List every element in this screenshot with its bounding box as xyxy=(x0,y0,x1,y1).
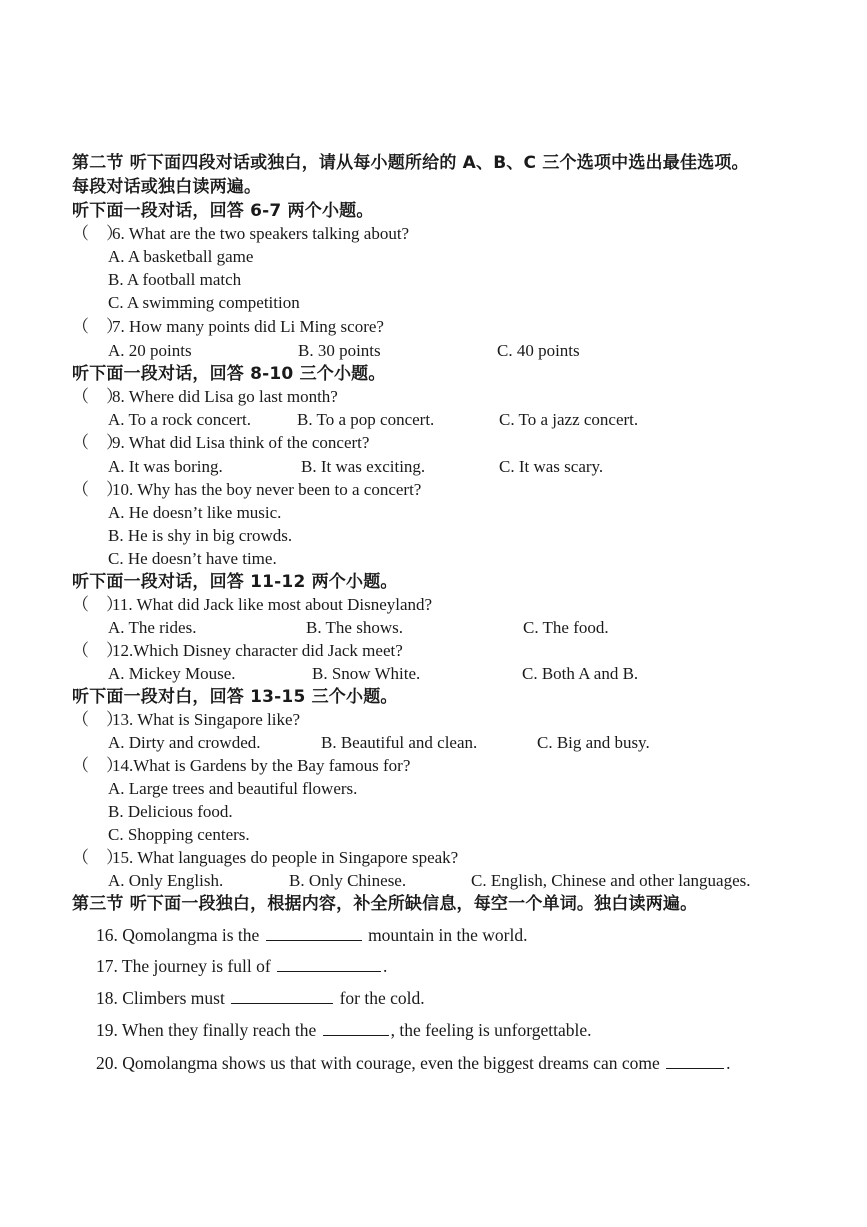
answer-paren-9[interactable]: （ ） xyxy=(72,433,123,452)
q10-option-c: C. He doesn’t have time. xyxy=(108,549,277,568)
q8-option-a: A. To a rock concert. xyxy=(108,410,251,429)
section3-title: 第三节 听下面一段独白，根据内容，补全所缺信息，每空一个单词。独白读两遍。 xyxy=(72,894,698,914)
question-8 xyxy=(72,386,338,408)
q13-option-c: C. Big and busy. xyxy=(537,733,650,752)
answer-paren-15[interactable]: （ ） xyxy=(72,848,123,867)
fill-16-after: mountain in the world. xyxy=(368,925,528,945)
question-12 xyxy=(72,640,403,662)
question-14 xyxy=(72,755,410,777)
fill-17-before: 17. The journey is full of xyxy=(96,956,271,976)
q6-option-a: A. A basketball game xyxy=(108,247,254,266)
question-7 xyxy=(72,316,384,338)
q15-option-c: C. English, Chinese and other languages. xyxy=(471,871,751,890)
answer-paren-12[interactable]: （ ） xyxy=(72,641,123,660)
q9-option-c: C. It was scary. xyxy=(499,457,604,476)
q10-option-a: A. He doesn’t like music. xyxy=(108,503,282,522)
q14-option-a: A. Large trees and beautiful flowers. xyxy=(108,779,358,798)
q11-option-b: B. The shows. xyxy=(306,618,403,637)
fill-18-after: for the cold. xyxy=(339,988,425,1008)
question-10-stem: 10. Why has the boy never been to a concert? xyxy=(112,480,422,499)
fill-question-18 xyxy=(96,987,425,1009)
group-6-7-heading: 听下面一段对话，回答 6-7 两个小题。 xyxy=(72,201,374,221)
group-8-10-heading: 听下面一段对话，回答 8-10 三个小题。 xyxy=(72,364,386,384)
q8-option-b: B. To a pop concert. xyxy=(297,410,435,429)
question-8-stem: 8. Where did Lisa go last month? xyxy=(112,387,338,406)
blank-19[interactable] xyxy=(323,1019,389,1036)
q13-option-a: A. Dirty and crowded. xyxy=(108,733,261,752)
answer-paren-8[interactable]: （ ） xyxy=(72,387,123,406)
q7-option-a: A. 20 points xyxy=(108,341,192,360)
question-6 xyxy=(72,223,409,245)
question-13-stem: 13. What is Singapore like? xyxy=(112,710,301,729)
group-11-12-heading: 听下面一段对话，回答 11-12 两个小题。 xyxy=(72,572,398,592)
q10-option-b: B. He is shy in big crowds. xyxy=(108,526,293,545)
question-6-stem: 6. What are the two speakers talking about? xyxy=(112,224,410,243)
question-14-stem: 14.What is Gardens by the Bay famous for? xyxy=(112,756,411,775)
fill-question-17 xyxy=(96,955,387,977)
question-13 xyxy=(72,709,300,731)
blank-20[interactable] xyxy=(666,1052,724,1069)
fill-16-before: 16. Qomolangma is the xyxy=(96,925,260,945)
fill-17-after: . xyxy=(383,956,388,976)
question-9 xyxy=(72,432,369,454)
answer-paren-11[interactable]: （ ） xyxy=(72,595,123,614)
answer-paren-14[interactable]: （ ） xyxy=(72,756,123,775)
answer-paren-6[interactable]: （ ） xyxy=(72,224,123,243)
q9-option-a: A. It was boring. xyxy=(108,457,223,476)
question-11-stem: 11. What did Jack like most about Disneyland? xyxy=(112,595,433,614)
q12-option-b: B. Snow White. xyxy=(312,664,421,683)
answer-paren-13[interactable]: （ ） xyxy=(72,710,123,729)
q11-option-a: A. The rides. xyxy=(108,618,197,637)
fill-20-after: . xyxy=(726,1053,731,1073)
q6-option-c: C. A swimming competition xyxy=(108,293,300,312)
fill-question-20 xyxy=(96,1052,731,1074)
question-12-stem: 12.Which Disney character did Jack meet? xyxy=(112,641,403,660)
q15-option-a: A. Only English. xyxy=(108,871,224,890)
question-9-stem: 9. What did Lisa think of the concert? xyxy=(112,433,370,452)
question-7-stem: 7. How many points did Li Ming score? xyxy=(112,317,384,336)
answer-paren-7[interactable]: （ ） xyxy=(72,317,123,336)
answer-paren-10[interactable]: （ ） xyxy=(72,480,123,499)
q8-option-c: C. To a jazz concert. xyxy=(499,410,639,429)
blank-16[interactable] xyxy=(266,924,362,941)
fill-19-before: 19. When they finally reach the xyxy=(96,1020,317,1040)
section2-title-line1: 第二节 听下面四段对话或独白，请从每小题所给的 A、B、C 三个选项中选出最佳选项。 xyxy=(72,153,749,173)
q7-option-c: C. 40 points xyxy=(497,341,580,360)
q9-option-b: B. It was exciting. xyxy=(301,457,426,476)
section2-title-line2: 每段对话或独白读两遍。 xyxy=(72,177,262,197)
group-13-15-heading: 听下面一段对白，回答 13-15 三个小题。 xyxy=(72,687,398,707)
q14-option-b: B. Delicious food. xyxy=(108,802,233,821)
q14-option-c: C. Shopping centers. xyxy=(108,825,250,844)
q15-option-b: B. Only Chinese. xyxy=(289,871,407,890)
q7-option-b: B. 30 points xyxy=(298,341,381,360)
fill-18-before: 18. Climbers must xyxy=(96,988,225,1008)
q11-option-c: C. The food. xyxy=(523,618,609,637)
q12-option-c: C. Both A and B. xyxy=(522,664,639,683)
q13-option-b: B. Beautiful and clean. xyxy=(321,733,478,752)
fill-20-before: 20. Qomolangma shows us that with courage, even the biggest dreams can come xyxy=(96,1053,660,1073)
fill-19-after: , the feeling is unforgettable. xyxy=(390,1020,592,1040)
q12-option-a: A. Mickey Mouse. xyxy=(108,664,236,683)
question-11 xyxy=(72,594,432,616)
blank-18[interactable] xyxy=(231,987,333,1004)
q6-option-b: B. A football match xyxy=(108,270,242,289)
fill-question-19 xyxy=(96,1019,592,1041)
question-15-stem: 15. What languages do people in Singapore speak? xyxy=(112,848,459,867)
fill-question-16 xyxy=(96,924,528,946)
question-10 xyxy=(72,479,421,501)
blank-17[interactable] xyxy=(277,955,381,972)
question-15 xyxy=(72,847,458,869)
